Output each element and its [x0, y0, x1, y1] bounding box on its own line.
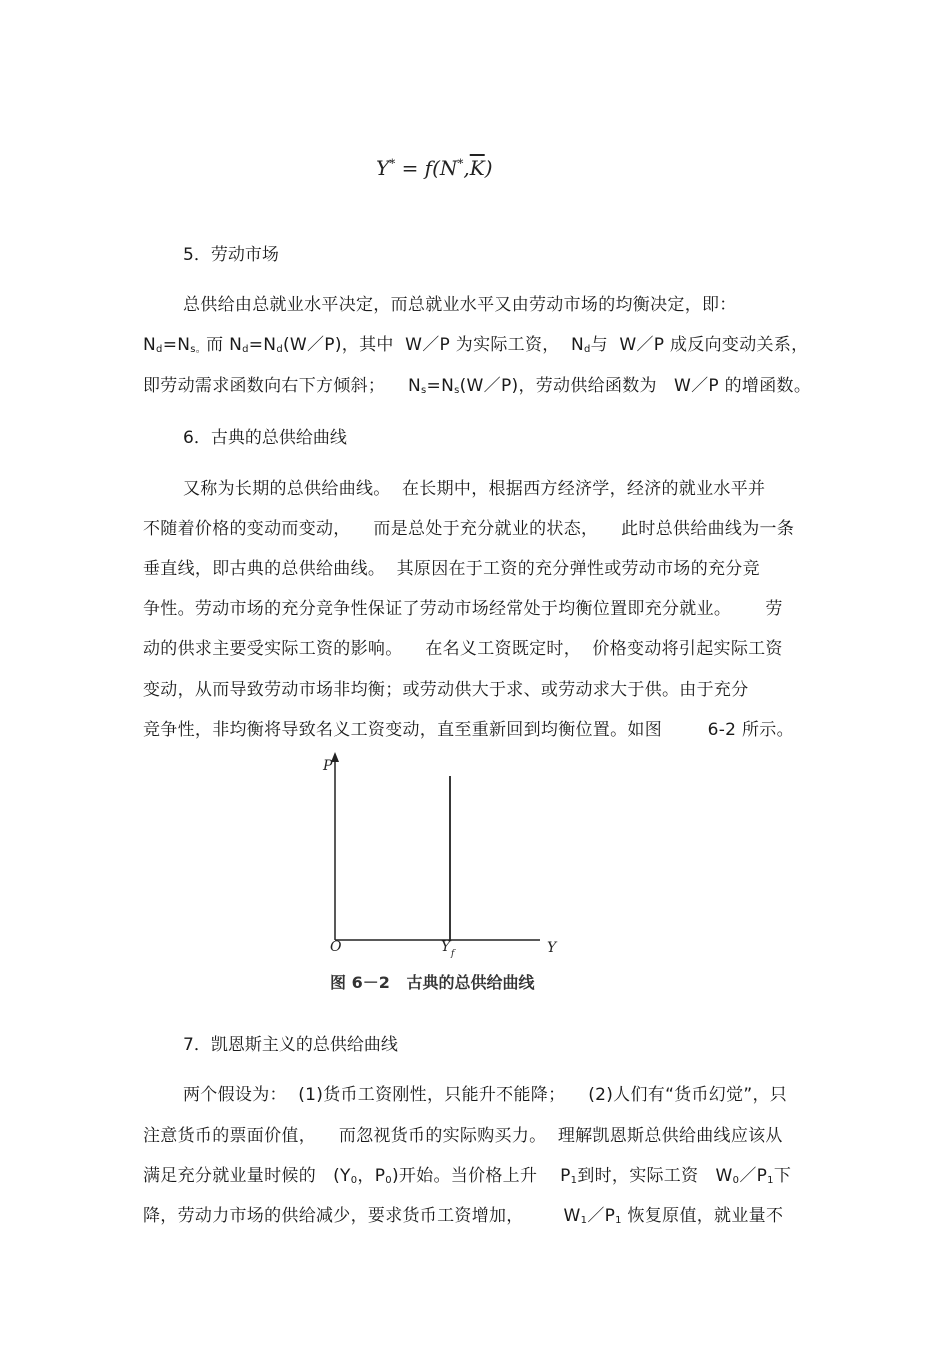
yf-label: Y — [441, 939, 451, 955]
section-6-line-1: 又称为长期的总供给曲线。 在长期中，根据西方经济学，经济的就业水平并 — [183, 479, 766, 499]
yf-subscript: f — [451, 949, 455, 959]
section-5-line-2: $N_d=N_{s。}$而 $N_d=N_d(W/P)$，其中 W／P 为实际工资， $N_d$与 W／P 成反向变动关系， — [143, 335, 809, 355]
section-7-line-1: 两个假设为： (1)货币工资刚性，只能升不能降； (2)人们有“货币幻觉”，只 — [183, 1085, 788, 1105]
section-5-title: 5．劳动市场 — [183, 245, 279, 265]
section-6-line-2: 不随着价格的变动而变动， 而是总处于充分就业的状态， 此时总供给曲线为一条 — [143, 519, 795, 539]
formula-full-employment-output: $Y^* = f(N^*,\overline{K})$ — [376, 156, 493, 180]
section-6-line-5: 动的供求主要受实际工资的影响。 在名义工资既定时， 价格变动将引起实际工资 — [143, 639, 783, 659]
figure-classical-as-curve — [310, 748, 570, 998]
section-6-line-3: 垂直线，即古典的总供给曲线。 其原因在于工资的充分弹性或劳动市场的充分竞 — [143, 559, 760, 579]
origin-label: O — [330, 939, 342, 955]
y-axis-label: Y — [547, 940, 557, 956]
section-6-line-7: 竞争性，非均衡将导致名义工资变动，直至重新回到均衡位置。如图 6-2 所示。 — [143, 720, 794, 740]
section-6-title: 6．古典的总供给曲线 — [183, 428, 347, 448]
figure-caption: 图 6－2 古典的总供给曲线 — [330, 973, 535, 992]
section-5-line-1: 总供给由总就业水平决定，而总就业水平又由劳动市场的均衡决定，即： — [183, 295, 737, 315]
section-7-title: 7．凯恩斯主义的总供给曲线 — [183, 1035, 398, 1055]
section-6-line-4: 争性。劳动市场的充分竞争性保证了劳动市场经常处于均衡位置即充分就业。 劳 — [143, 599, 783, 619]
section-7-line-3: 满足充分就业量时候的 ($Y_0$，$P_0$)开始。当价格上升 $P_1$到时，实际工资 $W_0/P_1$下 — [143, 1166, 792, 1186]
section-7-line-2: 注意货币的票面价值， 而忽视货币的实际购买力。 理解凯恩斯总供给曲线应该从 — [143, 1126, 783, 1146]
section-6-line-6: 变动，从而导致劳动市场非均衡；或劳动供大于求、或劳动求大于供。由于充分 — [143, 680, 749, 700]
section-5-line-3: 即劳动需求函数向右下方倾斜； $N_s=N_s(W/P)$，劳动供给函数为 W／P 的增函数。 — [143, 376, 812, 396]
section-7-line-4: 降，劳动力市场的供给减少，要求货币工资增加， $W_1/P_1$ 恢复原值，就业量不 — [143, 1206, 784, 1226]
p-axis-label: P — [323, 758, 333, 774]
